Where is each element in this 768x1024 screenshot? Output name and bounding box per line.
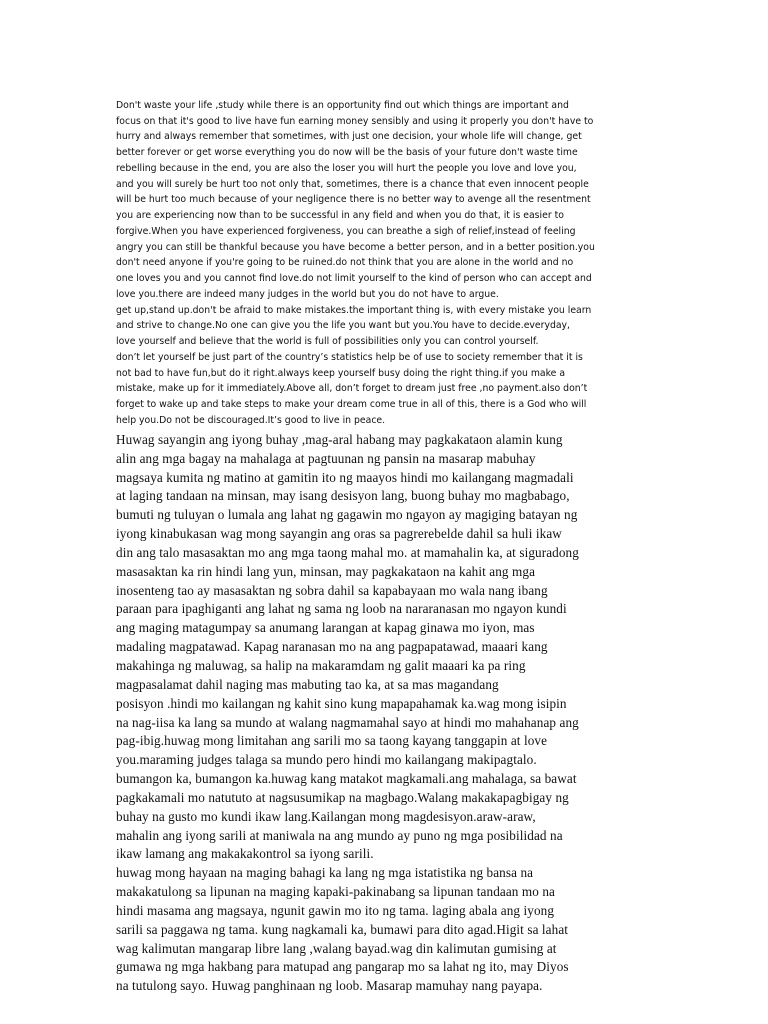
english-text: Don't waste your life ,study while there is an opportunity find out which things are important and focus on that it's good to live have fun earning money sensibly and using it properly you don't have to hurry and always remember that sometimes, with just one decision, your whole life will change, get better forever or get worse everything you do now will be the basis of your future don't waste time rebelling because in the end, you are also the loser you will hurt the people you love and love you, and you will surely be hurt too not only that, sometimes, there is a chance that even innocent people will be hurt too much because of your negligence there is no better way to avenge all the resentment you are experiencing now than to be successful in any field and when you do that, it is easier to forgive.When you have experienced forgiveness, you can breathe a sigh of relief,instead of feeling angry you can still be thankful because you have become a better person, and in a better position.you don't need anyone if you're going to be ruined.do not think that you are alone in the world and no one loves you and you cannot find love.do not limit yourself to the kind of person who can accept and love you.there are indeed many judges in the world but you do not have to argue. get up,stand up.don't be afraid to make mistakes.the important thing is, with every mistake you learn and strive to change.No one can give you the life you want but you.You have to decide.everyday, love yourself and believe that the world is full of possibilities only you can control yourself. don’t let yourself be just part of the country’s statistics help be of use to society remember that it is not bad to have fun,but do it right.always keep yourself busy doing the right thing.if you make a mistake, make up for it immediately.Above all, don’t forget to dream just free ,no payment.also don’t forget to wake up and take steps to make your dream come true in all of this, there is a God who will help you.Do not be discouraged.It’s good to live in peace. (116, 99, 595, 426)
english-paragraph (116, 82, 656, 444)
tagalog-paragraph (116, 412, 656, 1015)
tagalog-text: Huwag sayangin ang iyong buhay ,mag-aral habang may pagkakataon alamin kung alin ang mga bagay na mahalaga at pagtuunan ng pansin na masarap mabuhay magsaya kumita ng matino at gamitin ito ng maayos hindi mo kailangang magmadali at laging tandaan na minsan, may isang desisyon lang, buong buhay mo magbabago, bumuti ng tuluyan o lumala ang lahat ng gagawin mo ngayon ay magiging batayan ng iyong kinabukasan wag mong sayangin ang oras sa pagrerebelde dahil sa huli ikaw din ang talo masasaktan mo ang mga taong mahal mo. at mamahalin ka, at siguradong masasaktan ka rin hindi lang yun, minsan, may pagkakataon na kahit ang mga inosenteng tao ay masasaktan ng sobra dahil sa kapabayaan mo wala nang ibang paraan para ipaghiganti ang lahat ng sama ng loob na nararanasan mo ngayon kundi ang maging matagumpay sa anumang larangan at kapag ginawa mo iyon, mas madaling magpatawad. Kapag naranasan mo na ang pagpapatawad, maaari kang makahinga ng maluwag, sa halip na makaramdam ng galit maaari ka pa ring magpasalamat dahil naging mas mabuting tao ka, at sa mas magandang posisyon .hindi mo kailangan ng kahit sino kung mapapahamak ka.wag mong isipin na nag-iisa ka lang sa mundo at walang nagmamahal sayo at hindi mo mahahanap ang pag-ibig.huwag mong limitahan ang sarili mo sa taong kayang tanggapin at love you.maraming judges talaga sa mundo pero hindi mo kailangang makipagtalo. bumangon ka, bumangon ka.huwag kang matakot magkamali.ang mahalaga, sa bawat pagkakamali mo natututo at nagsusumikap na magbago.Walang makakapagbigay ng buhay na gusto mo kundi ikaw lang.Kailangan mong magdesisyon.araw-araw, mahalin ang iyong sarili at maniwala na ang mundo ay puno ng mga posibilidad na ikaw lamang ang makakakontrol sa iyong sarili. huwag mong hayaan na maging bahagi ka lang ng mga istatistika ng bansa na makakatulong sa lipunan na maging kapaki-pakinabang sa lipunan tandaan mo na hindi masama ang magsaya, ngunit gawin mo ito ng tama. laging abala ang iyong sarili sa paggawa ng tama. kung nagkamali ka, bumawi para dito agad.Higit sa lahat wag kalimutan mangarap libre lang ,walang bayad.wag din kalimutan gumising at gumawa ng mga hakbang para matupad ang pangarap mo sa lahat ng ito, may Diyos na tutulong sayo. Huwag panghinaan ng loob. Masarap mamuhay nang payapa. (116, 431, 579, 994)
